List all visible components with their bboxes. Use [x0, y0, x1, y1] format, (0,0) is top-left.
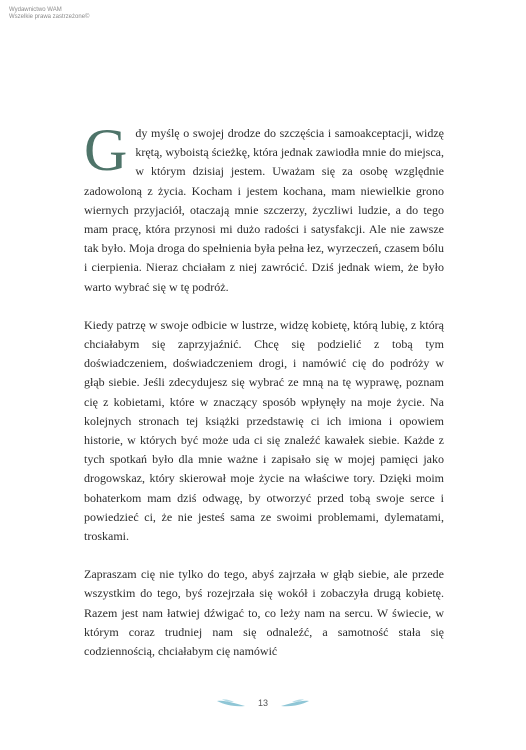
body-text	[84, 117, 444, 661]
drop-cap: G	[84, 117, 128, 183]
paragraph-2: Kiedy patrzę w swoje odbicie w lustrze, widzę kobietę, którą lubię, z którą chciałabym się zaprzyjaźnić. Chcę się podzielić z tobą tym doświadczeniem, doświadczeniem drogi, i namówić cię do podróży w głąb siebie. Jeśli zdecydujesz się wybrać ze mną na tę wyprawę, poznam cię z kobietami, które w znaczący sposób wpłynęły na moje życie. Na kolejnych stronach tej książki przedstawię ci ich imiona i opowiem historie, w których być może uda ci się znaleźć kawałek siebie. Każde z tych spotkań było dla mnie ważne i zapisało się w mojej pamięci jako drogowskaz, który skierował moje życie na właściwe tory. Dzięki moim bohaterkom mam dziś odwagę, by otworzyć przed tobą swoje serce i powiedzieć ci, że nie jesteś sama ze swoimi problemami, dylematami, troskami.	[84, 317, 444, 544]
paragraph-1-text: dy myślę o swojej drodze do szczęścia i samoakceptacji, widzę krętą, wyboistą ścieżkę, która jednak zawiodła mnie do miejsca, w którym dzisiaj jestem. Uważam się za osobę względnie zadowoloną z życia. Kocham i jestem kochana, mam niewielkie grono wiernych przyjaciół, otaczają mnie szczerzy, życzliwi ludzie, a do tego mam pracę, która przynosi mi dużo radości i satysfakcji. Ale nie zawsze tak było. Moja droga do spełnienia była pełna łez, wyrzeczeń, czasem bólu i cierpienia. Nieraz chciałam z niej zawrócić. Dziś jednak wiem, że było warto wybrać się w tę podróż.	[84, 126, 444, 294]
paragraph-1	[84, 117, 444, 297]
paragraph-3: Zapraszam cię nie tylko do tego, abyś zajrzała w głąb siebie, ale przede wszystkim do tego, byś rozejrzała się wokół i zobaczyła drugą kobietę. Razem jest nam łatwiej dźwigać to, co leży nam na sercu. W świecie, w którym coraz trudniej nam się odnaleźć, a samotność stała się codziennością, chciałabym cię namówić	[84, 567, 444, 659]
feather-icon	[280, 698, 310, 708]
publisher-line: Wydawnictwo WAM	[9, 7, 62, 13]
feather-icon	[216, 698, 246, 708]
copyright-header	[9, 7, 89, 21]
page-footer	[0, 693, 526, 713]
rights-line: Wszelkie prawa zastrzeżone©	[9, 14, 90, 20]
page-number: 13	[257, 698, 268, 708]
